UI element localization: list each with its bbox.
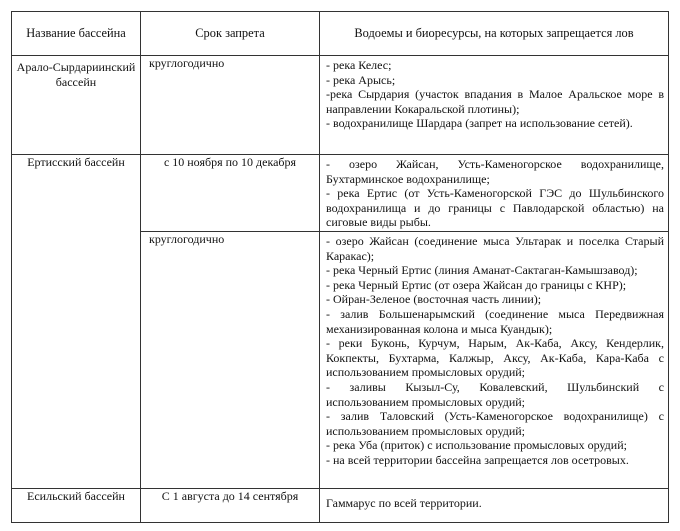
table-header-row <box>12 12 669 56</box>
water-bodies-cell <box>320 155 669 232</box>
list-item: - озеро Жайсан (соединение мыса Ультарак и поселка Старый Каракас); <box>326 233 664 263</box>
basin-name-cell: Арало-Сырдариинский бассейн <box>12 56 141 155</box>
header-ban-period: Срок запрета <box>141 12 320 56</box>
list-item: - заливы Кызыл-Су, Ковалевский, Шульбинский с использованием промысловых орудий; <box>326 379 664 409</box>
list-item: - Ойран-Зеленое (восточная часть линии); <box>326 292 542 307</box>
header-water-bodies: Водоемы и биоресурсы, на которых запрещается лов <box>320 12 669 56</box>
list-item: Гаммарус по всей территории. <box>326 495 482 510</box>
water-bodies-cell <box>320 488 669 522</box>
list-item: - реки Буконь, Курчум, Нарым, Ак-Каба, Аксу, Кендерлик, Кокпекты, Бухтарма, Калжыр, Аксу, Ак-Каба, Кара-Каба с использованием промысловых орудий; <box>326 336 664 380</box>
water-bodies-cell <box>320 231 669 488</box>
table-row-aral <box>12 56 669 155</box>
list-item: - река Келес; <box>326 58 392 72</box>
list-item: - река Черный Ертис (от озера Жайсан до границы с КНР); <box>326 277 627 292</box>
list-item: - река Уба (приток) с использование промысловых орудий; <box>326 438 627 453</box>
ban-period-cell: с 10 ноября по 10 декабря <box>141 155 320 232</box>
list-item: - залив Таловский (Усть-Каменогорское водохранилище) с использованием промысловых орудий; <box>326 409 664 438</box>
list-item: - река Арысь; <box>326 72 396 87</box>
list-item: - река Ертис (от Усть-Каменогорской ГЭС до Шульбинского водохранилища и до границы с Павлодарской областью) на сиговые виды рыбы. <box>326 186 664 230</box>
list-item: - залив Большенарымский (соединение мыса Передвижная механизированная колона и мыса Куандык); <box>326 306 664 336</box>
fishing-ban-table <box>11 11 669 523</box>
table-row-ertis-1 <box>12 155 669 232</box>
list-item: - озеро Жайсан, Усть-Каменогорское водохранилище, Бухтарминское водохранилище; <box>326 157 664 186</box>
ban-period-cell: круглогодично <box>141 231 320 488</box>
list-item: - водохранилище Шардара (запрет на использование сетей). <box>326 116 633 131</box>
header-basin-name: Название бассейна <box>12 12 141 56</box>
table-row-esil <box>12 488 669 522</box>
basin-name-cell: Есильский бассейн <box>12 488 141 522</box>
list-item: -река Сырдария (участок впадания в Малое Аральское море в направлении Кокаральской плотины); <box>326 87 664 116</box>
ban-period-cell: круглогодично <box>141 56 320 155</box>
water-bodies-cell <box>320 56 669 155</box>
list-item: - река Черный Ертис (линия Аманат-Сактаган-Камышзавод); <box>326 263 638 278</box>
basin-name-cell: Ертисский бассейн <box>12 155 141 489</box>
list-item: - на всей территории бассейна запрещается лов осетровых. <box>326 452 629 467</box>
ban-period-cell: С 1 августа до 14 сентября <box>141 488 320 522</box>
